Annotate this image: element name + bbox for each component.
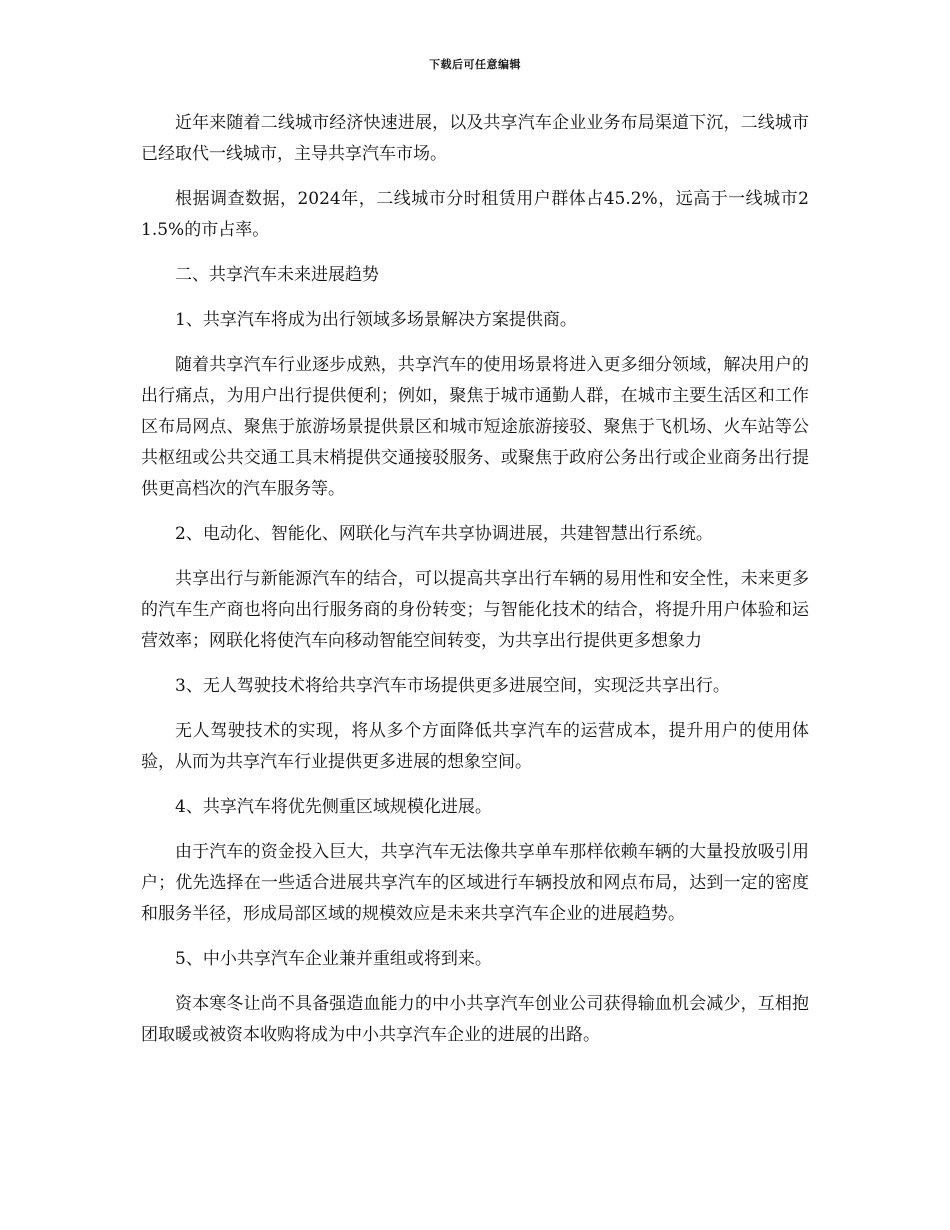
trend-heading-1: 1、共享汽车将成为出行领域多场景解决方案提供商。 xyxy=(175,310,577,330)
page-header: 下载后可任意编辑 xyxy=(429,58,521,71)
trend-body-4: 由于汽车的资金投入巨大，共享汽车无法像共享单车那样依赖车辆的大量投放吸引用户；优先选择在一些适合进展共享汽车的区域进行车辆投放和网点布局，达到一定的密度和服务半径，形成局部区域的规模效应是未来共享汽车企业的进展趋势。 xyxy=(141,842,809,924)
trend-body-1: 随着共享汽车行业逐步成熟，共享汽车的使用场景将进入更多细分领域，解决用户的出行痛点，为用户出行提供便利；例如，聚焦于城市通勤人群，在城市主要生活区和工作区布局网点、聚焦于旅游场景提供景区和城市短途旅游接驳、聚焦于飞机场、火车站等公共枢纽或公共交通工具末梢提供交通接驳服务、或聚焦于政府公务出行或企业商务出行提供更高档次的汽车服务等。 xyxy=(141,355,809,499)
trend-heading-5: 5、中小共享汽车企业兼并重组或将到来。 xyxy=(175,949,492,969)
trend-body-2: 共享出行与新能源汽车的结合，可以提高共享出行车辆的易用性和安全性，未来更多的汽车生产商也将向出行服务商的身份转变；与智能化技术的结合，将提升用户体验和运营效率；网联化将使汽车向移动智能空间转变，为共享出行提供更多想象力 xyxy=(141,569,809,651)
trend-body-3: 无人驾驶技术的实现，将从多个方面降低共享汽车的运营成本，提升用户的使用体验，从而为共享汽车行业提供更多进展的想象空间。 xyxy=(141,721,809,772)
document-body xyxy=(141,108,809,1065)
paragraph-intro: 近年来随着二线城市经济快速进展，以及共享汽车企业业务布局渠道下沉，二线城市已经取代一线城市，主导共享汽车市场。 xyxy=(141,113,809,164)
trend-heading-3: 3、无人驾驶技术将给共享汽车市场提供更多进展空间，实现泛共享出行。 xyxy=(175,676,730,696)
trend-body-5: 资本寒冬让尚不具备强造血能力的中小共享汽车创业公司获得输血机会减少，互相抱团取暖或被资本收购将成为中小共享汽车企业的进展的出路。 xyxy=(141,994,809,1045)
trend-heading-4: 4、共享汽车将优先侧重区域规模化进展。 xyxy=(175,797,492,817)
section-heading: 二、共享汽车未来进展趋势 xyxy=(175,265,379,285)
trend-heading-2: 2、电动化、智能化、网联化与汽车共享协调进展，共建智慧出行系统。 xyxy=(175,524,713,544)
paragraph-survey-data: 根据调查数据，2024年，二线城市分时租赁用户群体占45.2%，远高于一线城市21.5%的市占率。 xyxy=(141,189,809,240)
